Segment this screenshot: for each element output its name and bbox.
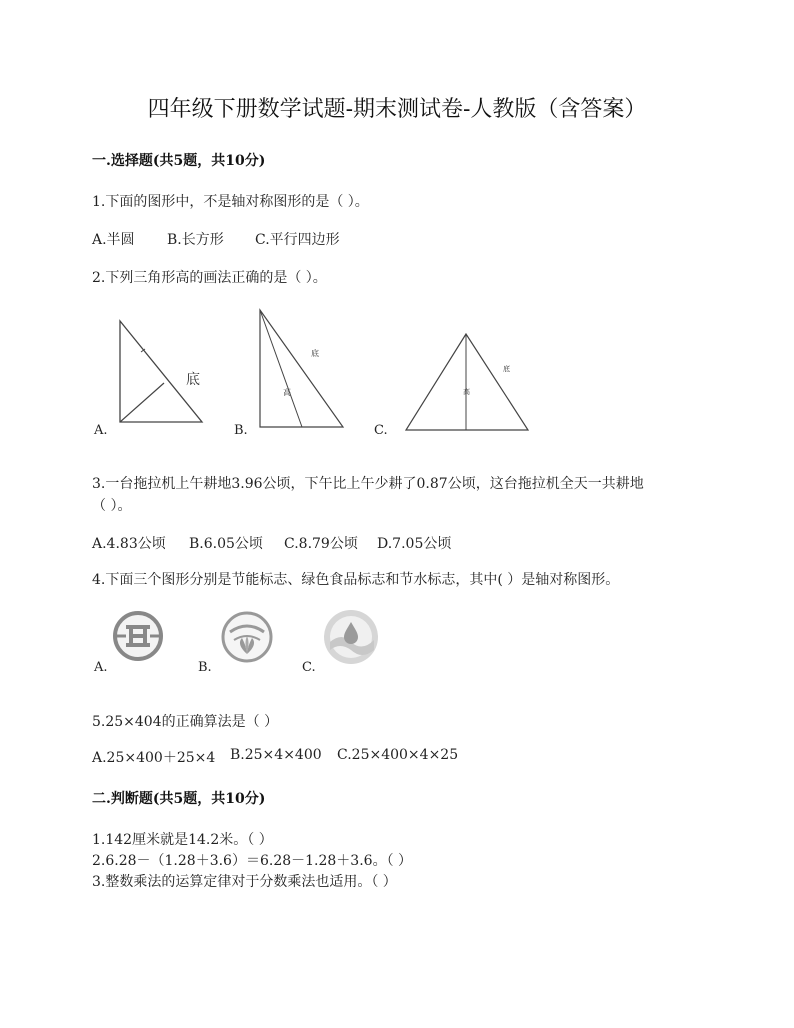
question-1: 1.下面的图形中，不是轴对称图形的是（ ）。: [92, 194, 369, 210]
question-2: 2.下列三角形高的画法正确的是（ ）。: [92, 270, 327, 286]
q3-option-d: D.7.05公顷: [377, 536, 452, 552]
question-4: 4.下面三个图形分别是节能标志、绿色食品标志和节水标志，其中( ）是轴对称图形。: [92, 572, 620, 588]
q3-option-a: A.4.83公顷: [92, 536, 166, 552]
q2-option-c: C.: [374, 423, 388, 438]
fig-b-height-label: 高: [283, 388, 291, 397]
judge-item-1: 1.142厘米就是14.2米。（ ）: [92, 832, 273, 848]
water-saving-logo-icon: [322, 608, 380, 666]
fig-c-height-label: 高: [463, 388, 470, 396]
q5-option-a: A.25×400＋25×4: [92, 750, 216, 766]
q1-option-c: C.平行四边形: [255, 232, 340, 248]
q5-option-c: C.25×400×4×25: [337, 747, 459, 763]
triangle-figure-a: [92, 315, 212, 430]
q4-option-a: A.: [94, 660, 108, 675]
q2-option-a: A.: [94, 423, 108, 438]
question-3-line1: 3.一台拖拉机上午耕地3.96公顷，下午比上午少耕了0.87公顷，这台拖拉机全天一共耕地: [92, 476, 644, 492]
q1-option-a: A.半圆: [92, 232, 135, 248]
q3-option-c: C.8.79公顷: [284, 536, 358, 552]
q1-option-b: B.长方形: [167, 232, 224, 248]
section-heading-choice: 一.选择题(共5题，共10分): [92, 153, 266, 169]
question-5: 5.25×404的正确算法是（ ）: [92, 714, 279, 730]
q5-option-b: B.25×4×400: [230, 747, 322, 763]
page-title: 四年级下册数学试题-期末测试卷-人教版（含答案）: [147, 97, 647, 122]
fig-c-base-label: 底: [503, 365, 510, 373]
section-heading-judge: 二.判断题(共5题，共10分): [92, 791, 266, 807]
q4-option-b: B.: [198, 660, 212, 675]
judge-item-3: 3.整数乘法的运算定律对于分数乘法也适用。（ ）: [92, 874, 397, 890]
triangle-figure-b: [245, 305, 355, 430]
question-3-line2: （ ）。: [92, 498, 132, 514]
q3-option-b: B.6.05公顷: [189, 536, 263, 552]
fig-b-base-label: 底: [311, 349, 319, 358]
judge-item-2: 2.6.28－（1.28＋3.6）＝6.28－1.28＋3.6。（ ）: [92, 853, 413, 869]
q2-option-b: B.: [234, 423, 248, 438]
energy-saving-logo-icon: [112, 610, 164, 662]
green-food-logo-icon: [220, 610, 274, 664]
triangle-figure-c: [400, 330, 535, 430]
q4-option-c: C.: [302, 660, 316, 675]
fig-a-base-label: 底: [186, 373, 200, 388]
